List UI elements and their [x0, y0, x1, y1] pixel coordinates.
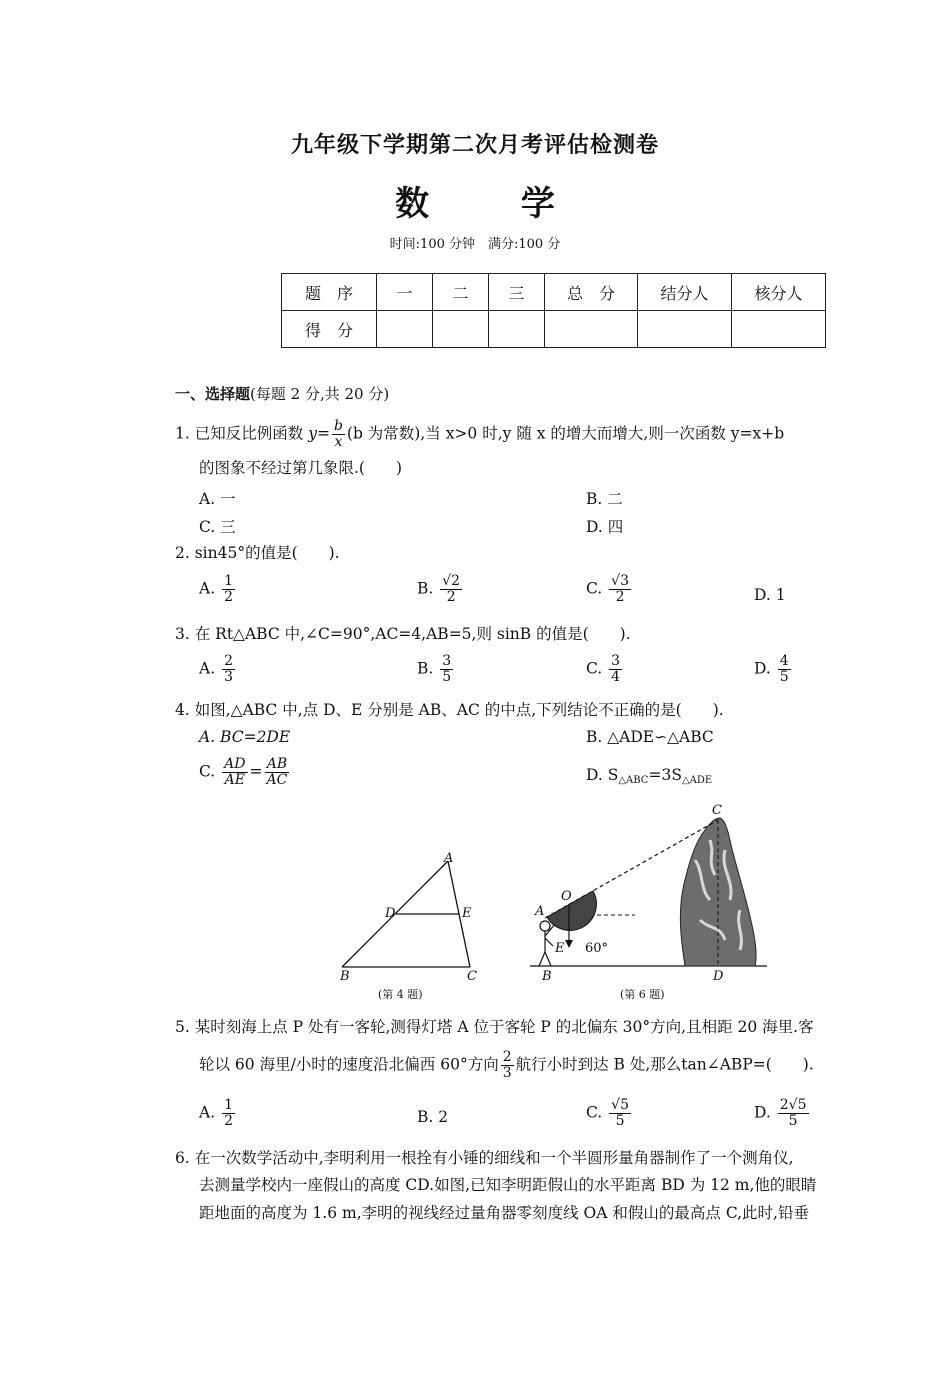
option-fraction	[778, 654, 791, 685]
frac-numerator: √5	[611, 1097, 629, 1113]
frac-denominator: 2	[446, 589, 456, 605]
option-label: A.	[199, 659, 216, 678]
q2-option-d[interactable]: D. 1	[754, 586, 786, 604]
frac-numerator: 2√5	[779, 1097, 807, 1113]
question-6-line-2: 去测量学校内一座假山的高度 CD.如图,已知李明距假山的水平距离 BD 为 12 m,他的眼睛	[199, 1176, 817, 1194]
q5-option-b[interactable]: B. 2	[417, 1108, 449, 1126]
label-b: B	[542, 969, 552, 984]
question-2: 2. sin45°的值是( ).	[175, 544, 340, 562]
frac-denominator: 5	[442, 669, 452, 685]
frac-numerator: 2	[502, 1049, 512, 1065]
frac-numerator: 1	[224, 1097, 233, 1113]
subscript: △ABC	[618, 775, 649, 786]
q4-option-d[interactable]	[586, 766, 712, 786]
score-cell[interactable]	[732, 311, 826, 348]
question-5-line-2	[199, 1050, 814, 1081]
label-c: C	[467, 969, 477, 984]
figure-6-caption: (第 6 题)	[620, 988, 665, 1001]
score-header-cell: 题 序	[282, 274, 377, 311]
option-fraction	[440, 574, 462, 605]
label-b: B	[340, 969, 350, 984]
exam-title: 数 学	[395, 184, 595, 224]
option-fraction	[222, 757, 247, 788]
q5-option-c[interactable]	[586, 1098, 633, 1129]
q1-fraction	[332, 419, 345, 450]
q3-option-a[interactable]	[199, 654, 237, 685]
score-header-cell: 三	[489, 274, 545, 311]
q1-text-2: (b 为常数),当 x>0 时,y 随 x 的增大而增大,则一次函数 y=x+b	[346, 424, 785, 443]
q5-fraction	[501, 1050, 514, 1081]
score-header-cell: 二	[433, 274, 489, 311]
q2-option-a[interactable]	[199, 574, 237, 605]
q2-option-c[interactable]	[586, 574, 633, 605]
frac-numerator: b	[333, 418, 343, 434]
q1-option-a[interactable]: A. 一	[199, 490, 236, 508]
frac-denominator: 5	[779, 669, 789, 685]
q4-option-a[interactable]: A. BC=2DE	[199, 728, 291, 746]
q5-text: 轮以 60 海里/小时的速度沿北偏西 60°方向	[199, 1055, 499, 1074]
frac-numerator: √3	[611, 573, 629, 589]
frac-denominator: 5	[615, 1113, 625, 1129]
frac-denominator: 2	[224, 1113, 233, 1129]
option-label: A.	[199, 579, 216, 598]
frac-denominator: 5	[788, 1113, 798, 1129]
angle-label: 60°	[585, 941, 609, 956]
frac-numerator: AD	[224, 756, 246, 772]
frac-denominator: 3	[502, 1065, 512, 1081]
frac-denominator: AC	[266, 772, 288, 788]
option-fraction	[609, 654, 622, 685]
label-d: D	[385, 906, 396, 921]
q5-option-d[interactable]	[754, 1098, 811, 1129]
frac-denominator: AE	[224, 772, 246, 788]
option-label: B.	[417, 579, 434, 598]
subscript: △ADE	[681, 775, 713, 786]
frac-numerator: 3	[611, 653, 621, 669]
score-cell[interactable]	[489, 311, 545, 348]
option-label: A.	[199, 1103, 216, 1122]
option-text: =3S	[648, 766, 682, 784]
option-label: B.	[417, 659, 434, 678]
score-cell[interactable]	[545, 311, 638, 348]
figure-6-rockery	[525, 800, 775, 1005]
frac-numerator: √2	[442, 573, 461, 589]
label-a: A	[444, 851, 454, 866]
frac-denominator: 3	[224, 669, 233, 685]
section-heading	[175, 383, 389, 404]
score-header-cell: 结分人	[638, 274, 732, 311]
frac-denominator: 2	[224, 589, 233, 605]
question-1-line-2: 的图象不经过第几象限.( )	[199, 459, 403, 477]
option-label: C.	[199, 762, 216, 781]
option-label: C.	[586, 579, 603, 598]
question-5-line-1: 5. 某时刻海上点 P 处有一客轮,测得灯塔 A 位于客轮 P 的北偏东 30°方向,且相距 20 海里.客	[175, 1018, 814, 1036]
q3-option-d[interactable]	[754, 654, 793, 685]
label-c: C	[712, 803, 722, 818]
option-label: D.	[754, 659, 771, 678]
q2-option-b[interactable]	[417, 574, 464, 605]
frac-denominator: 4	[611, 669, 621, 685]
label-e: E	[462, 906, 472, 921]
option-fraction	[222, 574, 235, 605]
plumb-weight-icon	[565, 940, 573, 948]
q4-option-b[interactable]: B. △ADE∽△ABC	[586, 728, 714, 746]
q1-text: 已知反比例函数	[194, 424, 304, 443]
label-o: O	[561, 889, 572, 904]
score-table-score-row	[282, 311, 826, 348]
exam-meta: 时间:100 分钟 满分:100 分	[389, 237, 561, 252]
label-d: D	[713, 969, 724, 984]
frac-denominator: x	[334, 434, 343, 450]
frac-numerator: 1	[224, 573, 233, 589]
option-label: C.	[586, 659, 603, 678]
label-e: E	[555, 941, 565, 956]
q5-text-2: 航行小时到达 B 处,那么tan∠ABP=( ).	[515, 1055, 814, 1074]
label-a: A	[535, 904, 545, 919]
option-label: C.	[586, 1103, 603, 1122]
question-1-line-1	[175, 419, 784, 450]
score-row-label: 得 分	[282, 311, 377, 348]
q1-option-c[interactable]: C. 三	[199, 518, 236, 536]
q1-option-d[interactable]: D. 四	[586, 518, 624, 536]
exam-subtitle: 九年级下学期第二次月考评估检测卷	[290, 133, 659, 158]
score-cell[interactable]	[638, 311, 732, 348]
figure-4-triangle	[330, 845, 490, 1005]
option-fraction	[265, 757, 290, 788]
q5-option-a[interactable]	[199, 1098, 237, 1129]
score-cell[interactable]	[377, 311, 433, 348]
question-6-line-1: 6. 在一次数学活动中,李明利用一根拴有小锤的细线和一个半圆形量角器制作了一个测角仪,	[175, 1149, 794, 1167]
q4-option-c[interactable]	[199, 757, 291, 788]
option-fraction	[609, 1098, 631, 1129]
score-header-cell: 一	[377, 274, 433, 311]
q3-option-c[interactable]	[586, 654, 624, 685]
section-title: 一、选择题	[175, 385, 251, 403]
q3-option-b[interactable]	[417, 654, 455, 685]
question-4: 4. 如图,△ABC 中,点 D、E 分别是 AB、AC 的中点,下列结论不正确的是( ).	[175, 701, 724, 719]
section-note: (每题 2 分,共 20 分)	[250, 385, 390, 403]
option-fraction	[440, 654, 453, 685]
option-fraction	[609, 574, 631, 605]
frac-numerator: 3	[442, 653, 452, 669]
score-table	[281, 273, 826, 348]
frac-numerator: 2	[224, 653, 233, 669]
q1-func: y=	[308, 424, 330, 443]
question-number: 1.	[175, 424, 190, 443]
option-label: D. S	[586, 766, 619, 784]
frac-denominator: 2	[615, 589, 625, 605]
score-header-cell: 总 分	[545, 274, 638, 311]
option-fraction	[222, 1098, 235, 1129]
option-fraction	[222, 654, 235, 685]
score-cell[interactable]	[433, 311, 489, 348]
question-3: 3. 在 Rt△ABC 中,∠C=90°,AC=4,AB=5,则 sinB 的值是( ).	[175, 625, 631, 643]
q1-option-b[interactable]: B. 二	[586, 490, 623, 508]
score-table-header-row	[282, 274, 826, 311]
option-fraction	[778, 1098, 809, 1129]
question-6-line-3: 距地面的高度为 1.6 m,李明的视线经过量角器零刻度线 OA 和假山的最高点 C,此时,铅垂	[199, 1204, 809, 1222]
figure-4-caption: (第 4 题)	[378, 988, 423, 1001]
person-head	[540, 921, 550, 931]
option-label: D.	[754, 1103, 771, 1122]
score-header-cell: 核分人	[732, 274, 826, 311]
frac-numerator: AB	[265, 757, 290, 773]
equals-sign: =	[249, 762, 263, 781]
frac-numerator: 4	[779, 653, 789, 669]
